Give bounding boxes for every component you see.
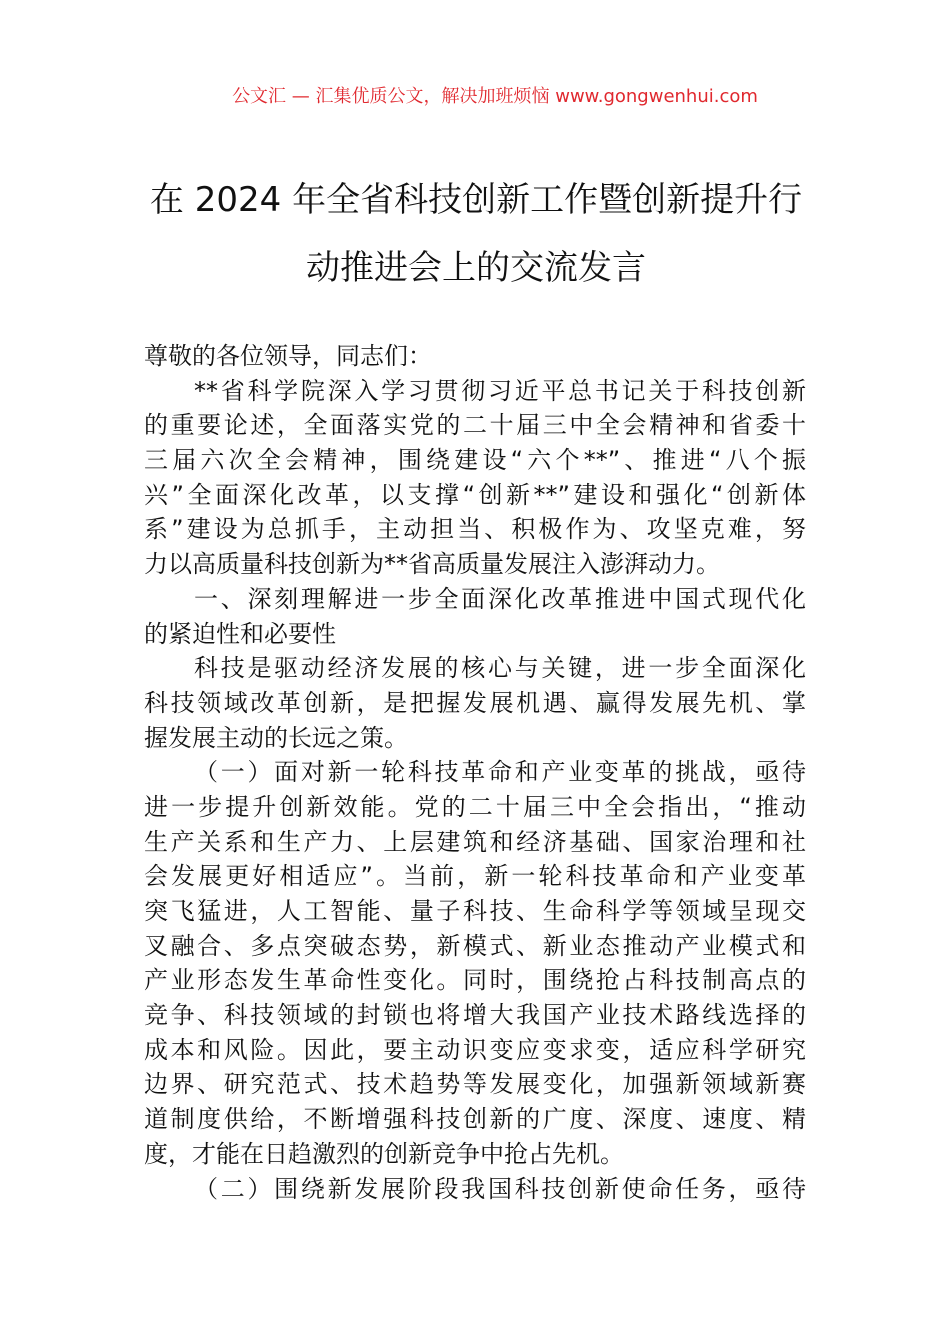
paragraph [144, 1172, 806, 1207]
paragraph-line: 的紧迫性和必要性 [144, 619, 336, 648]
paragraph-line: 的重要论述，全面落实党的二十届三中全会精神和省委十 [144, 411, 806, 440]
paragraph-line: 叉融合、多点突破态势，新模式、新业态推动产业模式和 [144, 931, 806, 960]
paragraph-line: 三届六次全会精神，围绕建设“六个**”、推进“八个振 [144, 446, 806, 475]
paragraph-line: 一、深刻理解进一步全面深化改革推进中国式现代化 [194, 584, 806, 613]
paragraph-line: （一）面对新一轮科技革命和产业变革的挑战，亟待 [194, 758, 806, 787]
paragraph-line: 科技是驱动经济发展的核心与关键，进一步全面深化 [194, 654, 806, 683]
paragraph-line: 兴”全面深化改革，以支撑“创新**”建设和强化“创新体 [144, 480, 806, 509]
paragraph-line: 系”建设为总抓手，主动担当、积极作为、攻坚克难，努 [144, 515, 806, 544]
paragraph-line: 成本和风险。因此，要主动识变应变求变，适应科学研究 [144, 1035, 806, 1064]
paragraph-line: **省科学院深入学习贯彻习近平总书记关于科技创新 [194, 376, 806, 405]
paragraph-line: 力以高质量科技创新为**省高质量发展注入澎湃动力。 [144, 550, 720, 579]
document-body [144, 339, 806, 1206]
paragraph [144, 651, 806, 755]
paragraph-line: （二）围绕新发展阶段我国科技创新使命任务，亟待 [194, 1174, 806, 1203]
document-title-line-1: 在 2024 年全省科技创新工作暨创新提升行 [149, 180, 803, 220]
paragraph-line: 竞争、科技领域的封锁也将增大我国产业技术路线选择的 [144, 1001, 806, 1030]
paragraph [144, 755, 806, 1171]
paragraph-line: 会发展更好相适应”。当前，新一轮科技革命和产业变革 [144, 862, 806, 891]
document-title-line-2: 动推进会上的交流发言 [306, 248, 646, 288]
paragraph [144, 374, 806, 582]
paragraph-line: 道制度供给，不断增强科技创新的广度、深度、速度、精 [144, 1105, 806, 1134]
paragraph [144, 582, 806, 651]
watermark-header: 公文汇 — 汇集优质公文，解决加班烦恼 www.gongwenhui.com [232, 86, 758, 107]
paragraph-line: 边界、研究范式、技术趋势等发展变化，加强新领域新赛 [144, 1070, 806, 1099]
paragraph-line: 科技领域改革创新，是把握发展机遇、赢得发展先机、掌 [144, 688, 806, 717]
paragraph-line: 突飞猛进，人工智能、量子科技、生命科学等领域呈现交 [144, 897, 806, 925]
paragraph-line: 生产关系和生产力、上层建筑和经济基础、国家治理和社 [144, 827, 806, 856]
paragraph-line: 产业形态发生革命性变化。同时，围绕抢占科技制高点的 [144, 966, 806, 995]
paragraph-line: 尊敬的各位领导，同志们： [144, 342, 432, 370]
paragraph [144, 339, 806, 374]
paragraph-line: 进一步提升创新效能。党的二十届三中全会指出，“推动 [144, 792, 806, 821]
paragraph-line: 度，才能在日趋激烈的创新竞争中抢占先机。 [144, 1139, 624, 1168]
paragraph-line: 握发展主动的长远之策。 [144, 723, 408, 752]
